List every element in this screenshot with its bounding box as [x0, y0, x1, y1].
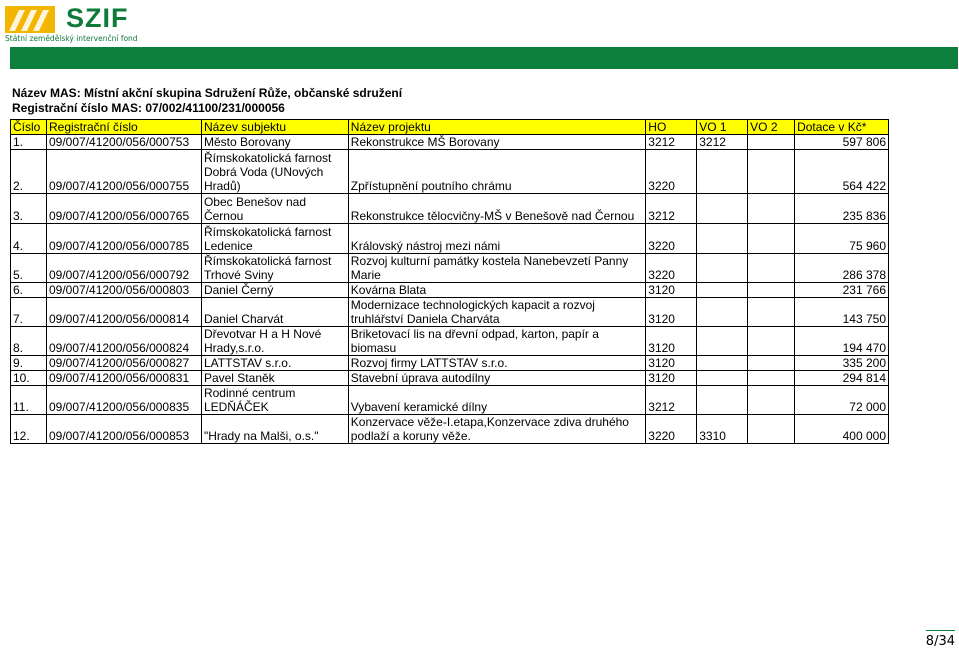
table-row [11, 386, 889, 415]
cell-vo2 [748, 356, 795, 371]
cell-ho: 3220 [646, 224, 697, 254]
cell-cislo: 5. [11, 254, 47, 283]
cell-projekt: Rekonstrukce MŠ Borovany [348, 135, 645, 150]
cell-vo2 [748, 254, 795, 283]
cell-projekt: Kovárna Blata [348, 283, 645, 298]
brand-subtitle: Státní zemědělský intervenční fond [5, 34, 138, 43]
cell-ho: 3120 [646, 327, 697, 356]
col-header: Dotace v Kč* [795, 120, 889, 135]
cell-cislo: 2. [11, 150, 47, 194]
cell-vo2 [748, 135, 795, 150]
cell-subjekt: Město Borovany [201, 135, 348, 150]
cell-vo2 [748, 150, 795, 194]
cell-dotace: 72 000 [795, 386, 889, 415]
cell-cislo: 3. [11, 194, 47, 224]
table-row [11, 327, 889, 356]
table-row [11, 415, 889, 444]
cell-subjekt: Římskokatolická farnost Trhové Sviny [201, 254, 348, 283]
cell-cislo: 4. [11, 224, 47, 254]
cell-projekt: Briketovací lis na dřevní odpad, karton, papír a biomasu [348, 327, 645, 356]
cell-subjekt: "Hrady na Malši, o.s." [201, 415, 348, 444]
cell-vo1 [697, 150, 748, 194]
cell-reg: 09/007/41200/056/000814 [46, 298, 201, 327]
col-header: HO [646, 120, 697, 135]
cell-dotace: 597 806 [795, 135, 889, 150]
header-bar [10, 47, 958, 69]
cell-projekt: Konzervace věže-I.etapa,Konzervace zdiva druhého podlaží a koruny věže. [348, 415, 645, 444]
project-table [10, 119, 889, 444]
cell-subjekt: Obec Benešov nad Černou [201, 194, 348, 224]
col-header: Název subjektu [201, 120, 348, 135]
mas-name: Název MAS: Místní akční skupina Sdružení Růže, občanské sdružení [12, 86, 403, 100]
table-row [11, 150, 889, 194]
cell-cislo: 12. [11, 415, 47, 444]
cell-dotace: 294 814 [795, 371, 889, 386]
col-header: Číslo [11, 120, 47, 135]
cell-subjekt: Daniel Charvát [201, 298, 348, 327]
cell-ho: 3212 [646, 386, 697, 415]
cell-projekt: Rozvoj kulturní památky kostela Nanebevzetí Panny Marie [348, 254, 645, 283]
brand-name: SZIF [66, 3, 129, 33]
table-row [11, 356, 889, 371]
cell-vo1 [697, 298, 748, 327]
cell-ho: 3120 [646, 298, 697, 327]
col-header: Registrační číslo [46, 120, 201, 135]
cell-dotace: 75 960 [795, 224, 889, 254]
cell-reg: 09/007/41200/056/000853 [46, 415, 201, 444]
cell-reg: 09/007/41200/056/000835 [46, 386, 201, 415]
cell-vo1: 3212 [697, 135, 748, 150]
table-row [11, 135, 889, 150]
cell-vo2 [748, 194, 795, 224]
cell-reg: 09/007/41200/056/000753 [46, 135, 201, 150]
cell-cislo: 11. [11, 386, 47, 415]
cell-subjekt: Pavel Staněk [201, 371, 348, 386]
cell-vo1: 3310 [697, 415, 748, 444]
cell-reg: 09/007/41200/056/000831 [46, 371, 201, 386]
cell-projekt: Vybavení keramické dílny [348, 386, 645, 415]
cell-projekt: Zpřístupnění poutního chrámu [348, 150, 645, 194]
mas-registration: Registrační číslo MAS: 07/002/41100/231/000056 [12, 101, 285, 115]
table-row [11, 254, 889, 283]
cell-dotace: 143 750 [795, 298, 889, 327]
cell-ho: 3120 [646, 356, 697, 371]
cell-ho: 3220 [646, 415, 697, 444]
cell-cislo: 7. [11, 298, 47, 327]
cell-projekt: Rozvoj firmy LATTSTAV s.r.o. [348, 356, 645, 371]
cell-vo1 [697, 356, 748, 371]
cell-vo1 [697, 194, 748, 224]
cell-dotace: 400 000 [795, 415, 889, 444]
cell-ho: 3220 [646, 150, 697, 194]
cell-cislo: 9. [11, 356, 47, 371]
cell-dotace: 231 766 [795, 283, 889, 298]
cell-vo2 [748, 371, 795, 386]
cell-projekt: Královský nástroj mezi námi [348, 224, 645, 254]
page-number: 8/34 [926, 630, 955, 649]
cell-cislo: 10. [11, 371, 47, 386]
cell-vo1 [697, 327, 748, 356]
cell-subjekt: Daniel Černý [201, 283, 348, 298]
cell-reg: 09/007/41200/056/000792 [46, 254, 201, 283]
cell-vo1 [697, 386, 748, 415]
cell-dotace: 335 200 [795, 356, 889, 371]
cell-reg: 09/007/41200/056/000824 [46, 327, 201, 356]
cell-dotace: 564 422 [795, 150, 889, 194]
cell-vo2 [748, 415, 795, 444]
cell-reg: 09/007/41200/056/000755 [46, 150, 201, 194]
cell-cislo: 8. [11, 327, 47, 356]
szif-logo-mark [5, 6, 55, 33]
col-header: VO 1 [697, 120, 748, 135]
cell-vo2 [748, 386, 795, 415]
table-row [11, 283, 889, 298]
cell-reg: 09/007/41200/056/000827 [46, 356, 201, 371]
cell-ho: 3220 [646, 254, 697, 283]
table-row [11, 298, 889, 327]
cell-vo2 [748, 283, 795, 298]
cell-dotace: 286 378 [795, 254, 889, 283]
cell-reg: 09/007/41200/056/000803 [46, 283, 201, 298]
cell-vo1 [697, 254, 748, 283]
table-row [11, 194, 889, 224]
cell-vo2 [748, 327, 795, 356]
table-header-row [11, 120, 889, 135]
cell-subjekt: Dřevotvar H a H Nové Hrady,s.r.o. [201, 327, 348, 356]
cell-subjekt: LATTSTAV s.r.o. [201, 356, 348, 371]
cell-subjekt: Rodinné centrum LEDŇÁČEK [201, 386, 348, 415]
cell-vo1 [697, 371, 748, 386]
cell-cislo: 6. [11, 283, 47, 298]
cell-subjekt: Římskokatolická farnost Dobrá Voda (UNových Hradů) [201, 150, 348, 194]
cell-projekt: Stavební úprava autodílny [348, 371, 645, 386]
cell-cislo: 1. [11, 135, 47, 150]
cell-reg: 09/007/41200/056/000765 [46, 194, 201, 224]
cell-projekt: Rekonstrukce tělocvičny-MŠ v Benešově nad Černou [348, 194, 645, 224]
cell-ho: 3212 [646, 135, 697, 150]
cell-vo2 [748, 298, 795, 327]
cell-vo1 [697, 283, 748, 298]
cell-ho: 3120 [646, 283, 697, 298]
table-row [11, 224, 889, 254]
col-header: Název projektu [348, 120, 645, 135]
cell-vo1 [697, 224, 748, 254]
cell-dotace: 235 836 [795, 194, 889, 224]
cell-ho: 3120 [646, 371, 697, 386]
cell-subjekt: Římskokatolická farnost Ledenice [201, 224, 348, 254]
cell-ho: 3212 [646, 194, 697, 224]
table-row [11, 371, 889, 386]
cell-reg: 09/007/41200/056/000785 [46, 224, 201, 254]
cell-vo2 [748, 224, 795, 254]
col-header: VO 2 [748, 120, 795, 135]
cell-dotace: 194 470 [795, 327, 889, 356]
cell-projekt: Modernizace technologických kapacit a rozvoj truhlářství Daniela Charváta [348, 298, 645, 327]
